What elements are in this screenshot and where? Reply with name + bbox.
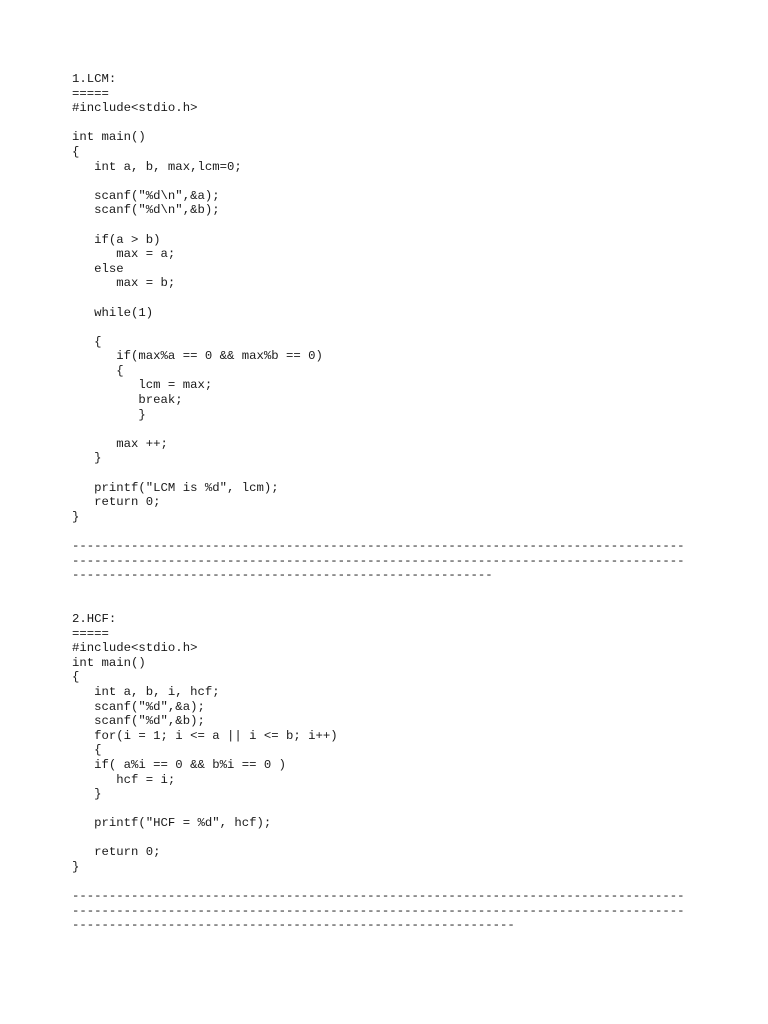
- code-line: #include<stdio.h>: [72, 101, 198, 116]
- document-page: [72, 72, 702, 933]
- code-line: }: [72, 407, 146, 422]
- code-line: }: [72, 451, 102, 466]
- code-line: }: [72, 860, 80, 875]
- code-line: int main(): [72, 130, 146, 145]
- code-line: return 0;: [72, 845, 161, 860]
- hcf-code-section: [72, 612, 702, 933]
- lcm-code-section: [72, 72, 702, 612]
- code-line: scanf("%d",&b);: [72, 714, 205, 729]
- code-line: max = b;: [72, 276, 176, 291]
- code-line: -----------------------------------------------------------------------------------: [72, 889, 685, 904]
- code-line: for(i = 1; i <= a || i <= b; i++): [72, 728, 338, 743]
- code-line: [72, 875, 702, 890]
- code-line: int main(): [72, 655, 146, 670]
- code-line: -----------------------------------------------------------------------------------: [72, 553, 685, 568]
- code-line: int a, b, max,lcm=0;: [72, 159, 242, 174]
- code-line: hcf = i;: [72, 772, 176, 787]
- code-line: if(a > b): [72, 232, 161, 247]
- code-line: -----------------------------------------------------------------------------------: [72, 903, 685, 918]
- code-line: int a, b, i, hcf;: [72, 684, 220, 699]
- code-line: [72, 320, 702, 335]
- code-line: scanf("%d",&a);: [72, 699, 205, 714]
- code-line: 2.HCF:: [72, 611, 117, 626]
- code-line: [72, 174, 702, 189]
- code-line: [72, 831, 702, 846]
- code-line: [72, 291, 702, 306]
- code-line: [72, 116, 702, 131]
- code-line: -----------------------------------------------------------------------------------: [72, 539, 685, 553]
- code-line: [72, 218, 702, 233]
- code-line: [72, 583, 702, 598]
- code-line: [72, 422, 702, 437]
- code-line: =====: [72, 626, 109, 641]
- code-line: {: [72, 670, 80, 685]
- code-line: if( a%i == 0 && b%i == 0 ): [72, 757, 287, 772]
- code-line: ---------------------------------------------------------: [72, 568, 493, 583]
- code-line: printf("LCM is %d", lcm);: [72, 480, 279, 495]
- code-line: [72, 524, 702, 539]
- code-line: [72, 597, 702, 612]
- code-line: [72, 802, 702, 817]
- code-line: [72, 466, 702, 481]
- code-line: else: [72, 261, 124, 276]
- code-line: {: [72, 743, 102, 758]
- code-line: #include<stdio.h>: [72, 641, 198, 656]
- code-line: return 0;: [72, 495, 161, 510]
- code-line: break;: [72, 393, 183, 408]
- code-line: printf("HCF = %d", hcf);: [72, 816, 272, 831]
- code-line: 1.LCM:: [72, 72, 117, 86]
- code-line: max ++;: [72, 436, 168, 451]
- code-line: {: [72, 363, 124, 378]
- code-line: {: [72, 144, 80, 159]
- code-line: }: [72, 509, 80, 524]
- code-line: if(max%a == 0 && max%b == 0): [72, 349, 323, 364]
- code-line: =====: [72, 86, 109, 101]
- code-line: lcm = max;: [72, 378, 213, 393]
- code-line: while(1): [72, 305, 154, 320]
- code-line: scanf("%d\n",&a);: [72, 188, 220, 203]
- code-line: max = a;: [72, 247, 176, 262]
- code-line: scanf("%d\n",&b);: [72, 203, 220, 218]
- code-line: {: [72, 334, 102, 349]
- code-line: }: [72, 787, 102, 802]
- code-line: ------------------------------------------------------------: [72, 918, 515, 933]
